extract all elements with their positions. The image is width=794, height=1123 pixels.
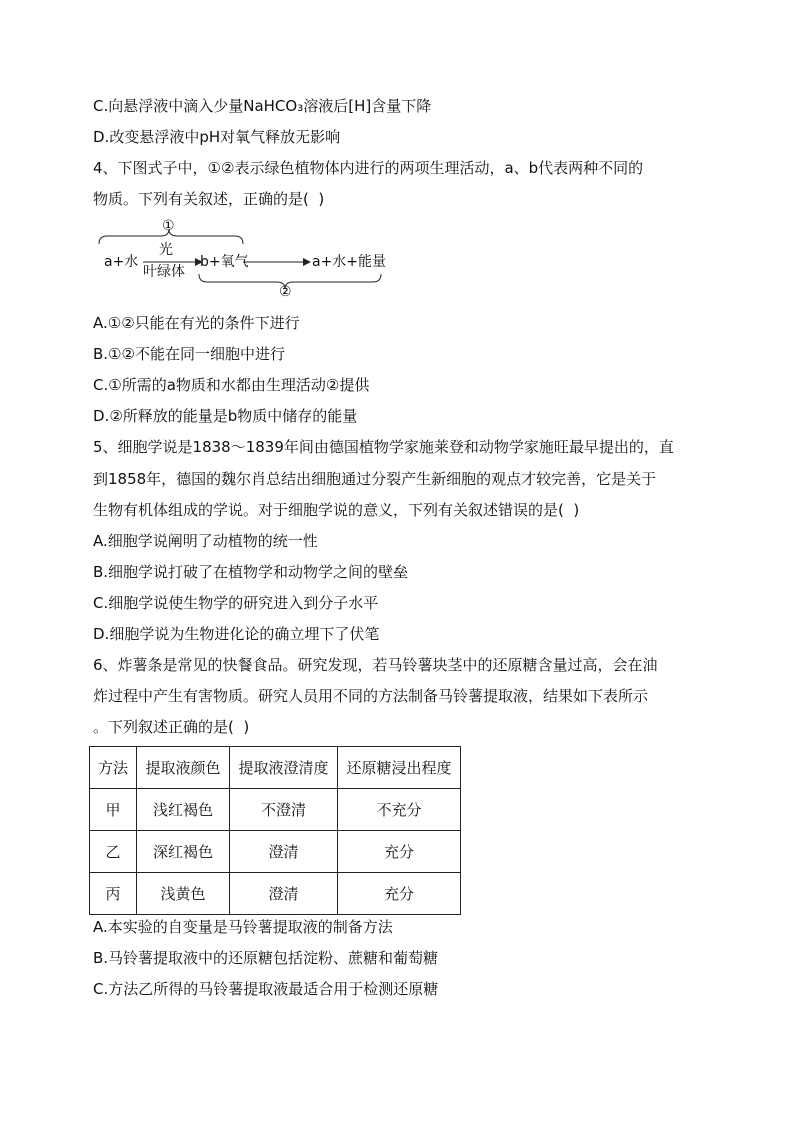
question-4-option-a: A.①②只能在有光的条件下进行 [93,314,300,332]
table-cell: 澄清 [230,831,338,873]
question-6-option-c: C.方法乙所得的马铃薯提取液最适合用于检测还原糖 [93,980,439,998]
question-6-option-b: B.马铃薯提取液中的还原糖包括淀粉、蔗糖和葡萄糖 [93,949,439,967]
table-row [90,789,461,831]
process-1-label: ① [162,218,175,234]
question-4-stem-2: 物质。下列有关叙述，正确的是( ) [93,190,325,208]
question-5-option-a: A.细胞学说阐明了动植物的统一性 [93,532,318,550]
question-5-option-c: C.细胞学说使生物学的研究进入到分子水平 [93,594,379,612]
photosynthesis-respiration-diagram [93,216,413,302]
chloroplast-label: 叶绿体 [143,264,185,280]
question-6-stem-1: 6、炸薯条是常见的快餐食品。研究发现，若马铃薯块茎中的还原糖含量过高，会在油 [93,656,658,674]
question-6-stem-3: 。下列叙述正确的是( ) [93,718,250,736]
table-cell: 浅红褐色 [137,789,230,831]
table-header-cell: 还原糖浸出程度 [338,747,461,789]
table-cell: 充分 [338,873,461,915]
question-6-stem-2: 炸过程中产生有害物质。研究人员用不同的方法制备马铃薯提取液，结果如下表所示 [93,687,649,705]
table-header-cell: 提取液澄清度 [230,747,338,789]
question-5-stem-1: 5、细胞学说是1838～1839年间由德国植物学家施莱登和动物学家施旺最早提出的，直 [93,438,674,456]
table-cell: 深红褐色 [137,831,230,873]
question-5-option-b: B.细胞学说打破了在植物学和动物学之间的壁垒 [93,563,409,581]
table-header-cell: 提取液颜色 [137,747,230,789]
process-2-label: ② [279,284,292,300]
question-5-stem-2: 到1858年，德国的魏尔肖总结出细胞通过分裂产生新细胞的观点才较完善，它是关于 [93,470,657,488]
reactants-a-water: a+水 [104,254,139,270]
table-cell: 甲 [90,789,137,831]
question-4-stem-1: 4、下图式子中，①②表示绿色植物体内进行的两项生理活动，a、b代表两种不同的 [93,159,644,177]
table-cell: 充分 [338,831,461,873]
question-4-option-b: B.①②不能在同一细胞中进行 [93,345,285,363]
light-label: 光 [159,242,173,258]
table-cell: 丙 [90,873,137,915]
table-header-cell: 方法 [90,747,137,789]
table-cell: 浅黄色 [137,873,230,915]
table-cell: 不充分 [338,789,461,831]
table-cell: 不澄清 [230,789,338,831]
extraction-method-table [89,746,461,915]
question-4-option-c: C.①所需的a物质和水都由生理活动②提供 [93,376,370,394]
question-6-option-a: A.本实验的自变量是马铃薯提取液的制备方法 [93,918,393,936]
line-option-d-prev: D.改变悬浮液中pH对氧气释放无影响 [93,128,341,146]
question-5-stem-3: 生物有机体组成的学说。对于细胞学说的意义，下列有关叙述错误的是( ) [93,501,580,519]
question-4-option-d: D.②所释放的能量是b物质中储存的能量 [93,407,358,425]
table-row [90,831,461,873]
question-5-option-d: D.细胞学说为生物进化论的确立埋下了伏笔 [93,625,380,643]
table-cell: 乙 [90,831,137,873]
table-header-row [90,747,461,789]
table-row [90,873,461,915]
table-cell: 澄清 [230,873,338,915]
products-a-water-energy: a+水+能量 [312,254,387,270]
products-b-oxygen: b+氧气 [200,254,249,270]
line-option-c-prev: C.向悬浮液中滴入少量NaHCO₃溶液后[H]含量下降 [93,97,432,115]
